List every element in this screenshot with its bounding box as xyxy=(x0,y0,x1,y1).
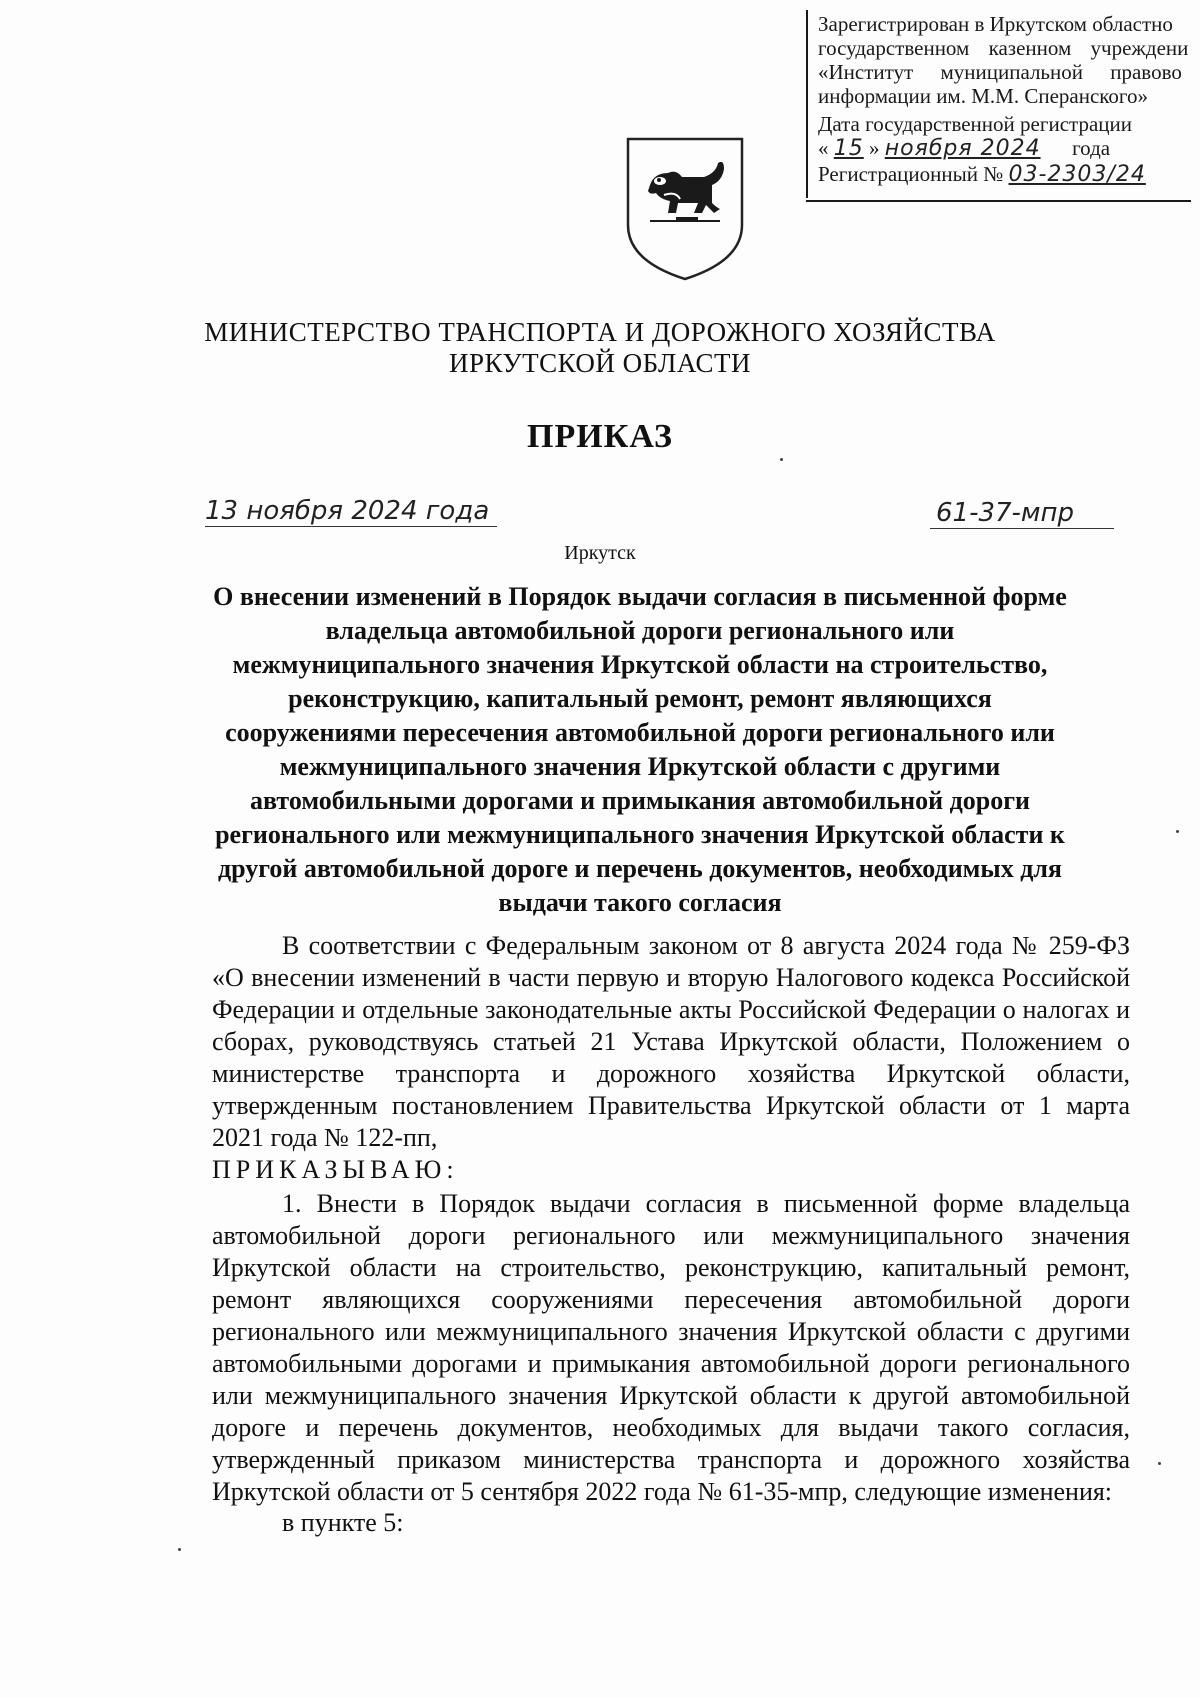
scan-speck xyxy=(1158,1462,1161,1465)
coat-of-arms-icon xyxy=(620,133,750,283)
order-date-handwritten: 13 ноября 2024 года xyxy=(205,496,497,527)
stamp-regnum-value: 03-2303/24 xyxy=(1008,162,1146,187)
stamp-date-month-year: ноября 2024 xyxy=(884,136,1041,161)
stamp-regnum-label: Регистрационный № xyxy=(818,162,1004,186)
stamp-bottom-border xyxy=(806,200,1191,202)
order-number-handwritten: 61-37-мпр xyxy=(930,498,1114,529)
preamble-text: В соответствии с Федеральным законом от 8 августа 2024 года № 259-ФЗ «О внесении изменений в части первую и вторую Налогового кодекса Российской Федерации и отдельные законодательные акты Российской Федерации о налогах и сборах, руководствуясь статьей 21 Устава Иркутской области, Положением о министерстве транспорта и дорожного хозяйства Иркутской области, утвержденным постановлением Правительства Иркутской области от 1 марта 2021 года № 122-пп, xyxy=(212,931,1130,1152)
registration-stamp xyxy=(806,10,1196,205)
stamp-date-open-quote: « xyxy=(818,136,829,160)
order-title: ПРИКАЗ xyxy=(527,418,673,455)
scan-speck xyxy=(178,1548,181,1551)
scan-speck xyxy=(1176,830,1179,833)
stamp-date-close-quote: » xyxy=(869,136,880,160)
prikazyvayu-heading: ПРИКАЗЫВАЮ: xyxy=(212,1155,459,1184)
stamp-line-5: Дата государственной регистрации xyxy=(818,112,1132,136)
stamp-registration-date xyxy=(818,136,1110,161)
ministry-name-line-2: ИРКУТСКОЙ ОБЛАСТИ xyxy=(449,348,751,378)
city-name: Иркутск xyxy=(564,542,636,564)
stamp-left-border xyxy=(806,10,808,198)
order-subject: О внесении изменений в Порядок выдачи согласия в письменной форме владельца автомобильной дороги регионального или межмуниципального значения Иркутской области на строительство, реконструкцию, капитальный ремонт, ремонт являющихся сооружениями пересечения автомобильной дороги регионального или межмуниципального значения Иркутской области с другими автомобильными дорогами и примыкания автомобильной дороги регионального или межмуниципального значения Иркутской области к другой автомобильной дороге и перечень документов, необходимых для выдачи такого согласия xyxy=(213,582,1067,917)
stamp-date-day: 15 xyxy=(833,136,864,161)
scan-speck xyxy=(780,458,783,461)
stamp-registration-number xyxy=(818,162,1146,187)
item-1-paragraph xyxy=(212,1188,1130,1508)
item-1-text: 1. Внести в Порядок выдачи согласия в письменной форме владельца автомобильной дороги регионального или межмуниципального значения Иркутской области на строительство, реконструкцию, капитальный ремонт, ремонт являющихся сооружениями пересечения автомобильной дороги регионального или межмуниципального значения Иркутской области с другими автомобильными дорогами и примыкания автомобильной дороги регионального или межмуниципального значения Иркутской области к другой автомобильной дороге и перечень документов, необходимых для выдачи такого согласия, утвержденный приказом министерства транспорта и дорожного хозяйства Иркутской области от 5 сентября 2022 года № 61-35-мпр, следующие изменения: xyxy=(212,1189,1130,1506)
ministry-name-line-1: МИНИСТЕРСТВО ТРАНСПОРТА И ДОРОЖНОГО ХОЗЯЙСТВА xyxy=(204,317,996,347)
stamp-line-4: информации им. М.М. Сперанского» xyxy=(818,84,1148,108)
stamp-line-2: государственном казенном учреждени xyxy=(818,36,1189,60)
preamble-paragraph xyxy=(212,930,1130,1154)
stamp-line-3: «Институт муниципальной правово xyxy=(818,60,1182,84)
stamp-line-1: Зарегистрирован в Иркутском областно xyxy=(818,12,1173,36)
item-1-subheading: в пункте 5: xyxy=(282,1508,404,1537)
stamp-date-suffix: года xyxy=(1072,136,1111,160)
